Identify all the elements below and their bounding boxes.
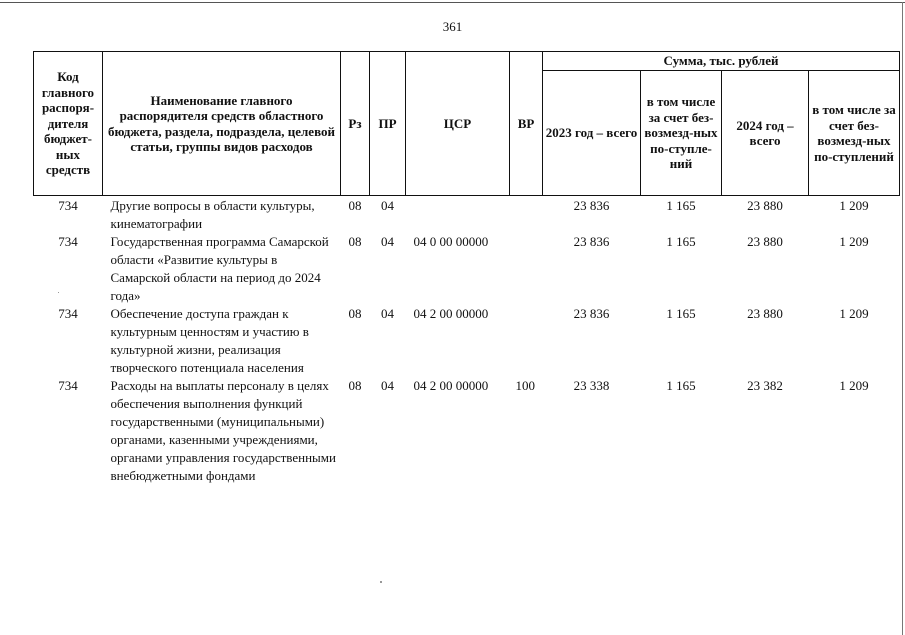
header-name: Наименование главного распорядителя средств областного бюджета, раздела, подраздела, целевой статьи, группы видов расходов — [103, 52, 341, 196]
cell-name: Другие вопросы в области культуры, кинематографии — [110, 198, 315, 231]
table-row — [34, 377, 900, 485]
cell-rz: 08 — [348, 198, 362, 213]
cell-pr: 04 — [381, 378, 394, 393]
table-row — [34, 196, 900, 234]
table-row — [34, 305, 900, 377]
cell-2023-free: 1 165 — [666, 198, 696, 213]
header-2024-free: в том числе за счет без-возмезд-ных по-ступлений — [809, 71, 900, 196]
table-row — [34, 233, 900, 305]
cell-name: Государственная программа Самарской области «Развитие культуры в Самарской области на период до 2024 года» — [110, 234, 329, 303]
cell-2023-free: 1 165 — [666, 234, 696, 249]
cell-code: 734 — [58, 306, 78, 321]
header-csr: ЦСР — [406, 52, 510, 196]
cell-pr: 04 — [381, 198, 394, 213]
cell-2023-total: 23 836 — [573, 234, 610, 249]
cell-2024-free: 1 209 — [839, 234, 869, 249]
cell-rz: 08 — [348, 306, 362, 321]
cell-name: Расходы на выплаты персоналу в целях обеспечения выполнения функций государственными (муниципальными) органами, казенными учреждениями, органами управления государственными внебюджетными фондами — [110, 378, 336, 483]
cell-2023-free: 1 165 — [666, 378, 696, 393]
scan-speck — [380, 581, 382, 583]
page-number: 361 — [442, 19, 463, 34]
cell-pr: 04 — [381, 234, 394, 249]
cell-2024-total: 23 382 — [747, 378, 783, 393]
header-sum-group: Сумма, тыс. рублей — [543, 52, 900, 71]
header-2023-free: в том числе за счет без-возмезд-ных по-ступле-ний — [641, 71, 722, 196]
right-border-line — [902, 2, 903, 635]
budget-table — [33, 51, 900, 485]
cell-code: 734 — [58, 378, 78, 393]
cell-2024-total: 23 880 — [747, 306, 783, 321]
cell-rz: 08 — [348, 234, 362, 249]
cell-csr: 04 2 00 00000 — [413, 378, 489, 393]
cell-2024-total: 23 880 — [747, 234, 783, 249]
cell-code: 734 — [58, 234, 78, 249]
cell-vr — [510, 196, 543, 234]
header-rz: Рз — [341, 52, 370, 196]
table-body — [34, 196, 900, 486]
cell-vr — [510, 305, 543, 377]
cell-2024-free: 1 209 — [839, 378, 869, 393]
cell-csr: 04 2 00 00000 — [413, 306, 489, 321]
cell-vr — [510, 233, 543, 305]
header-2023-total: 2023 год – всего — [543, 71, 641, 196]
cell-name: Обеспечение доступа граждан к культурным ценностям и участию в культурной жизни, реализация творческого потенциала населения — [110, 306, 309, 375]
header-pr: ПР — [370, 52, 406, 196]
cell-2023-total: 23 836 — [573, 198, 610, 213]
top-border-line — [0, 2, 905, 3]
cell-2024-free: 1 209 — [839, 306, 869, 321]
cell-2023-total: 23 338 — [573, 378, 610, 393]
cell-2023-free: 1 165 — [666, 306, 696, 321]
header-vr: ВР — [510, 52, 543, 196]
cell-code: 734 — [58, 198, 78, 213]
cell-2024-total: 23 880 — [747, 198, 783, 213]
scan-speck — [58, 292, 59, 293]
cell-vr: 100 — [515, 378, 535, 393]
cell-csr: 04 0 00 00000 — [413, 234, 489, 249]
header-code: Код главного распоря-дителя бюджет-ных средств — [34, 52, 103, 196]
cell-2023-total: 23 836 — [573, 306, 610, 321]
cell-pr: 04 — [381, 306, 394, 321]
table-header — [34, 52, 900, 196]
cell-2024-free: 1 209 — [839, 198, 869, 213]
cell-rz: 08 — [348, 378, 362, 393]
header-2024-total: 2024 год – всего — [722, 71, 809, 196]
cell-csr — [406, 196, 510, 234]
